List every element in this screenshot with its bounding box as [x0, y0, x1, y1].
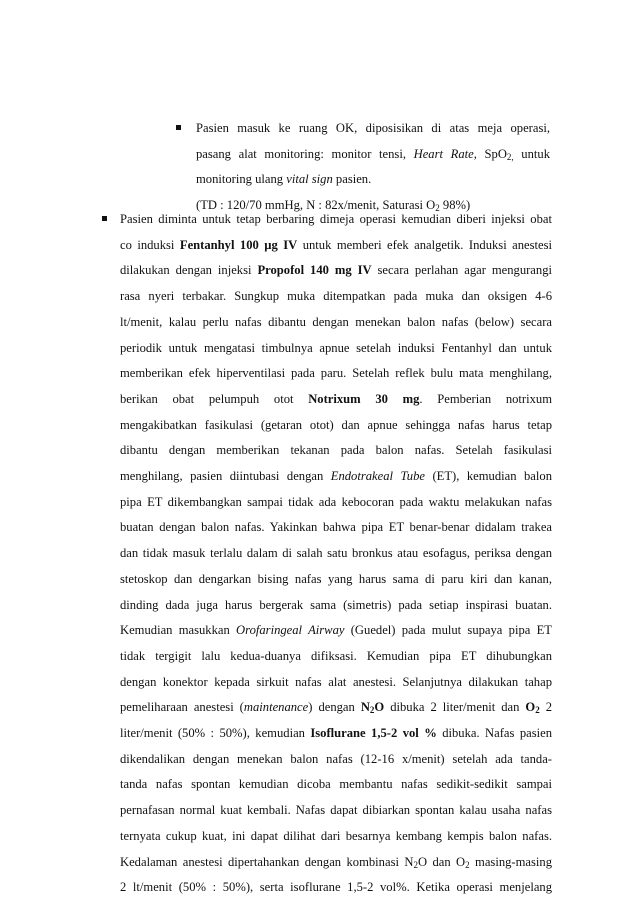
text-line: memberikan efek hiperventilasi pada paru. Setelah reflek bulu mata menghilang,: [120, 366, 552, 381]
text-line: ternyata cukup kuat, ini dapat dilihat dari besarnya kembang kempis balon nafas.: [120, 828, 552, 843]
text-line: Kemudian masukkan Orofaringeal Airway (Guedel) pada mulut supaya pipa ET: [120, 623, 552, 638]
text-line: co induksi Fentanhyl 100 µg IV untuk memberi efek analgetik. Induksi anestesi: [120, 237, 552, 252]
text-line: pasang alat monitoring: monitor tensi, Heart Rate, SpO$_{2,}$ untuk: [196, 146, 550, 162]
text-line: 2 lt/menit (50% : 50%), serta isoflurane 1,5-2 vol%. Ketika operasi menjelang: [120, 880, 552, 895]
text-line: pemeliharaan anestesi (maintenance) dengan $N_2O$ dibuka 2 liter/menit dan $O_2$ 2: [120, 700, 553, 716]
text-line: (TD : 120/70 mmHg, N : 82x/menit, Saturasi $O_2$ 98%): [196, 198, 471, 214]
paragraph: [100, 207, 552, 901]
text-line: buatan dengan balon nafas. Yakinkan bahwa pipa ET benar-benar didalam trakea: [120, 520, 552, 535]
text-line: Kedalaman anestesi dipertahankan dengan kombinasi $N_2O$ dan $O_2$ masing-masing: [120, 854, 552, 870]
text-line: rasa nyeri terbakar. Sungkup muka ditempatkan pada muka dan oksigen 4-6: [120, 289, 552, 304]
text-line: dibantu dengan memberikan tekanan pada balon nafas. Setelah fasikulasi: [120, 443, 552, 458]
text-line: pipa ET dikembangkan sampai tidak ada kebocoran pada waktu melakukan nafas: [120, 494, 552, 509]
square-bullet-icon: [176, 125, 181, 130]
text-line: dilakukan dengan injeksi Propofol 140 mg IV secara perlahan agar mengurangi: [120, 263, 552, 278]
main-bullet-item: [100, 207, 552, 901]
text-line: tidak tergigit lalu kedua-duanya difiksasi. Kemudian pipa ET dihubungkan: [120, 648, 552, 663]
text-line: Pasien masuk ke ruang OK, diposisikan di atas meja operasi,: [196, 121, 550, 135]
text-line: dinding dada juga harus bergerak sama (simetris) pada setiap inspirasi buatan.: [120, 597, 552, 612]
text-line: tanda nafas spontan kemudian dicoba membantu nafas sedikit-sedikit sampai: [120, 777, 552, 792]
text-line: stetoskop dan dengarkan bising nafas yang harus sama di paru kiri dan kanan,: [120, 571, 552, 586]
text-line: periodik untuk mengatasi timbulnya apnue setelah induksi Fentanhyl dan untuk: [120, 340, 552, 355]
text-line: pernafasan normal kuat kembali. Nafas dapat dibiarkan spontan kalau usaha nafas: [120, 803, 552, 818]
sub-bullet-item: [178, 116, 550, 219]
text-line: dan tidak masuk terlalu dalam di salah satu bronkus atau esofagus, periksa dengan: [120, 546, 552, 561]
text-line: Pasien diminta untuk tetap berbaring dimeja operasi kemudian diberi injeksi obat: [120, 212, 552, 226]
text-line: menghilang, pasien diintubasi dengan Endotrakeal Tube (ET), kemudian balon: [120, 469, 552, 484]
text-line: liter/menit (50% : 50%), kemudian Isoflurane 1,5-2 vol % dibuka. Nafas pasien: [120, 726, 552, 741]
square-bullet-icon: [102, 216, 107, 221]
text-line: berikan obat pelumpuh otot Notrixum 30 mg. Pemberian notrixum: [120, 391, 552, 406]
text-line: lt/menit, kalau perlu nafas dibantu dengan menekan balon nafas (below) secara: [120, 314, 552, 329]
text-line: mengakibatkan fasikulasi (getaran otot) dan apnue sehingga nafas harus tetap: [120, 417, 552, 432]
text-line: monitoring ulang vital sign pasien.: [196, 172, 372, 187]
text-line: dengan konektor kepada sirkuit nafas alat anestesi. Selanjutnya dilakukan tahap: [120, 674, 552, 689]
text-line: dikendalikan dengan menekan balon nafas (12-16 x/menit) setelah ada tanda-: [120, 751, 552, 766]
